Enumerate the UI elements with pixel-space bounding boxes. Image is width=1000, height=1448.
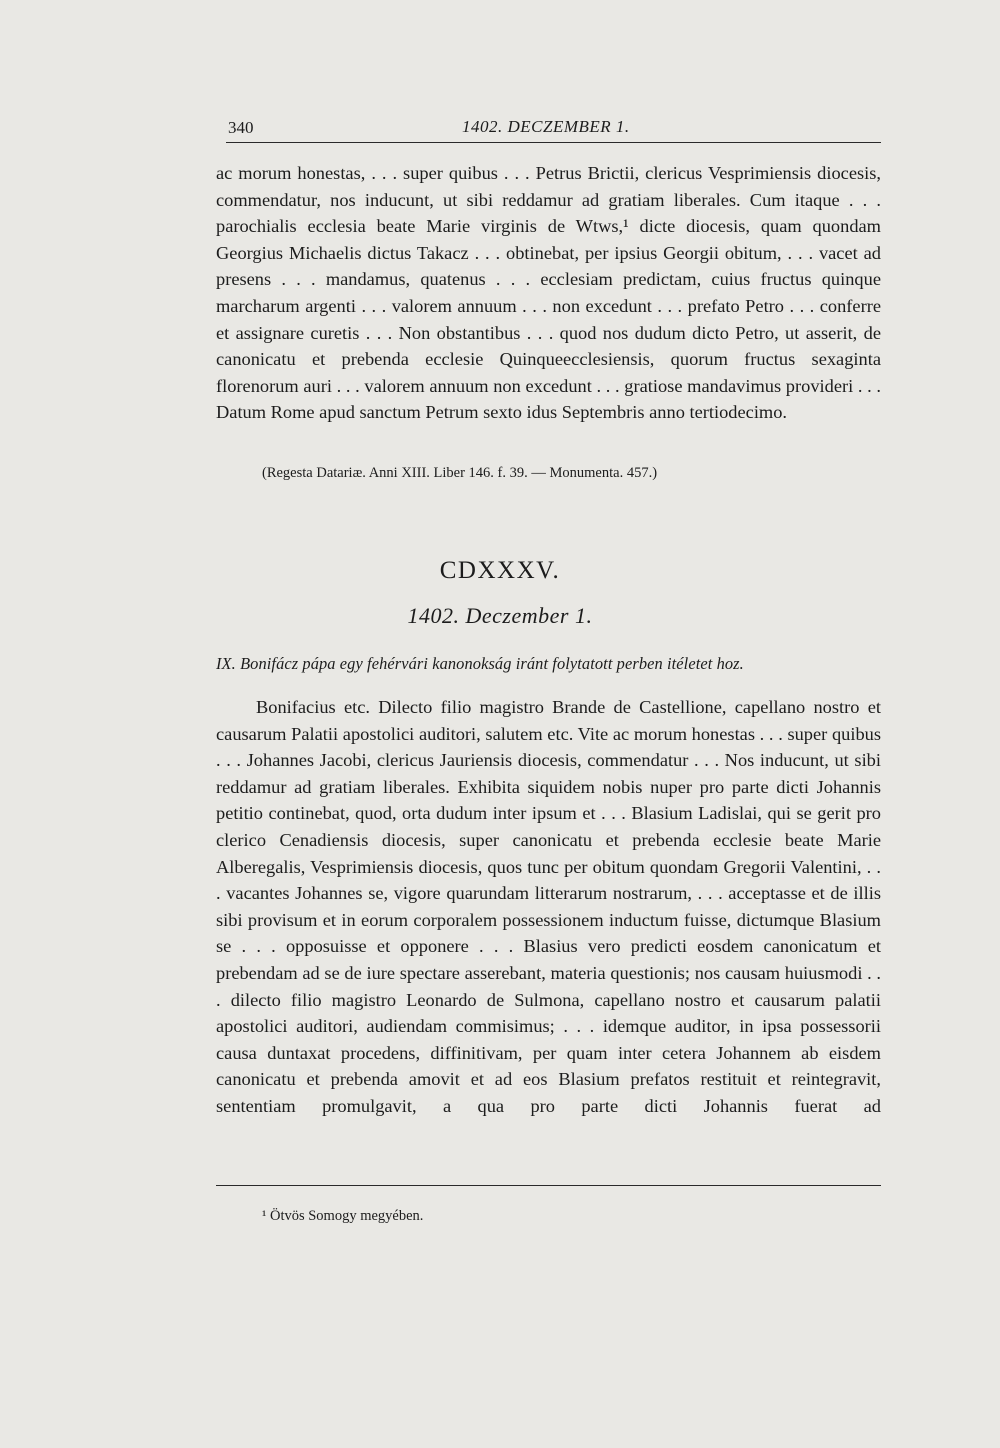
document-summary: IX. Bonifácz pápa egy fehérvári kanonokság iránt folytatott perben itéletet hoz. <box>216 654 744 673</box>
running-title: 1402. DECZEMBER 1. <box>462 117 630 136</box>
document-body: Bonifacius etc. Dilecto filio magistro Brande de Castellione, capellano nostro et causarum Palatii apostolici auditori, salutem etc. Vite ac morum honestas . . . super quibus . . . Johannes Jacobi, clericus Jauriensis diocesis, commendatur . . . Nos inducunt, ut sibi reddamur ad gratiam liberales. Exhibita siquidem nobis nuper pro parte dicti Johannis petitio continebat, quod, orta dudum inter ipsum et . . . Blasium Ladislai, qui se gerit pro clerico Cenadiensis diocesis, super canonicatu et prebenda ecclesie beate Marie Alberegalis, Vesprimiensis diocesis, quos tunc per obitum quondam Gregorii Valentini, . . . vacantes Johannes se, vigore quarundam litterarum nostrarum, . . . acceptasse et de illis sibi provisum et in eorum corporalem possessionem inductum fuisse, dictumque Blasium se . . . opposuisse et opponere . . . Blasius vero predicti eosdem canonicatum et prebendam ad se de iure spectare asserebant, materia questionis; nos causam huiusmodi . . . dilecto filio magistro Leonardo de Sulmona, capellano nostro et causarum palatii apostolici auditori, audiendam commisimus; . . . idemque auditor, in ipsa possessorii causa duntaxat procedens, diffinitivam, per quam inter cetera Johannem ab eisdem canonicatu et prebenda amovit et ad eos Blasium prefatos restituit et reintegravit, sententiam promulgavit, a qua pro parte dicti Johannis fuerat ad <box>216 697 881 1116</box>
footnote-divider <box>216 1185 881 1186</box>
document-date: 1402. Deczember 1. <box>407 603 593 628</box>
footnote: ¹ Ötvös Somogy megyében. <box>262 1208 424 1224</box>
page-header <box>226 118 881 143</box>
page-number: 340 <box>228 118 254 137</box>
source-citation: (Regesta Datariæ. Anni XIII. Liber 146. f. 39. — Monumenta. 457.) <box>262 465 658 481</box>
document-number: CDXXXV. <box>439 557 561 584</box>
continued-paragraph: ac morum honestas, . . . super quibus . . . Petrus Brictii, clericus Vesprimiensis diocesis, commendatur, nos inducunt, ut sibi reddamur ad gratiam liberales. Cum itaque . . . parochialis ecclesia beate Marie virginis de Wtws,¹ dicte diocesis, quam quondam Georgius Michaelis dictus Takacz . . . obtinebat, per ipsius Georgii obitum, . . . vacet ad presens . . . mandamus, quatenus . . . ecclesiam predictam, cuius fructus quinque marcharum argenti . . . valorem annuum . . . non excedunt . . . prefato Petro . . . conferre et assignare curetis . . . Non obstantibus . . . quod nos dudum dicto Petro, ut asserit, de canonicatu et prebenda ecclesie Quinqueecclesiensis, quorum fructus sexaginta florenorum auri . . . valorem annuum non excedunt . . . gratiose mandavimus provideri . . . Datum Rome apud sanctum Petrum sexto idus Septembris anno tertiodecimo. <box>216 163 881 423</box>
